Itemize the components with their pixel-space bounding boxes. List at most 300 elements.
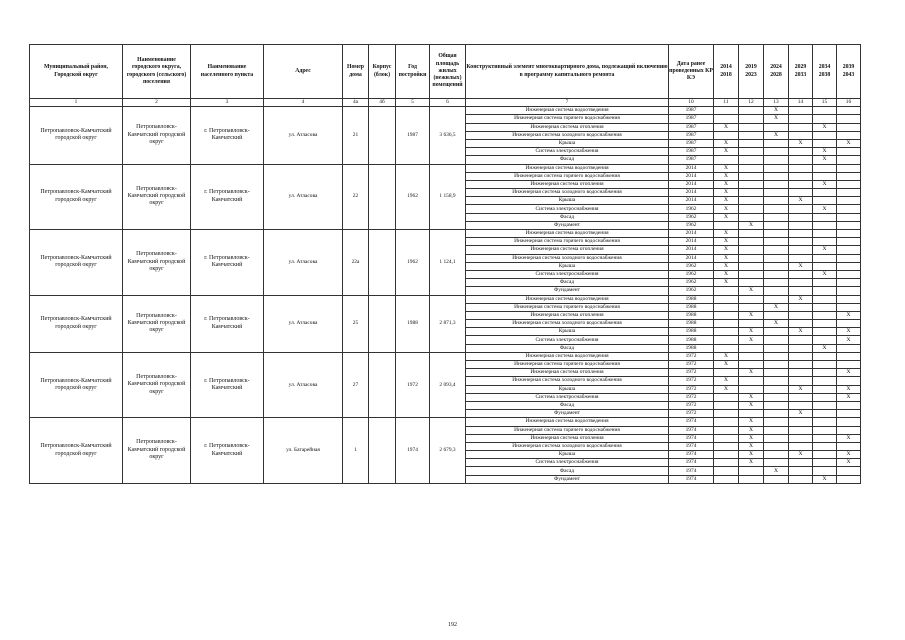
period-mark-cell xyxy=(813,172,837,180)
block-cell xyxy=(369,107,396,164)
period-mark-cell xyxy=(739,197,764,205)
period-mark-cell xyxy=(739,205,764,213)
previous-repair-date-cell: 2014 xyxy=(669,197,714,205)
period-mark-cell xyxy=(764,254,789,262)
previous-repair-date-cell: 1987 xyxy=(669,131,714,139)
previous-repair-date-cell: 1962 xyxy=(669,287,714,295)
period-mark-cell xyxy=(714,311,739,319)
period-mark-cell xyxy=(813,369,837,377)
period-mark-cell xyxy=(764,426,789,434)
element-cell: Инженерная система водоотведения xyxy=(466,230,669,238)
block-cell xyxy=(369,164,396,230)
page-number: 192 xyxy=(448,622,457,628)
previous-repair-date-cell: 1972 xyxy=(669,352,714,360)
element-cell: Фундамент xyxy=(466,287,669,295)
block-cell xyxy=(369,295,396,352)
column-number: 2 xyxy=(123,99,191,107)
period-mark-cell xyxy=(837,107,861,115)
block-cell xyxy=(369,230,396,296)
column-number: 5 xyxy=(396,99,430,107)
period-mark-cell xyxy=(739,295,764,303)
previous-repair-date-cell: 1987 xyxy=(669,139,714,147)
period-mark-cell xyxy=(764,262,789,270)
period-mark-cell: X xyxy=(739,336,764,344)
column-header: Номер дома xyxy=(343,45,369,99)
period-mark-cell xyxy=(837,172,861,180)
period-mark-cell: X xyxy=(837,336,861,344)
period-mark-cell: X xyxy=(837,139,861,147)
column-header: 2039 2043 xyxy=(837,45,861,99)
period-mark-cell xyxy=(813,279,837,287)
element-cell: Инженерная система отопления xyxy=(466,369,669,377)
table-row xyxy=(30,295,861,303)
period-mark-cell xyxy=(739,254,764,262)
period-mark-cell: X xyxy=(714,254,739,262)
period-mark-cell xyxy=(739,270,764,278)
period-mark-cell xyxy=(837,352,861,360)
period-mark-cell xyxy=(739,352,764,360)
settlement-cell: Петропавловск-Камчатский городской округ xyxy=(123,352,191,418)
previous-repair-date-cell: 1972 xyxy=(669,361,714,369)
period-mark-cell: X xyxy=(764,320,789,328)
locality-cell: г. Петропавловск-Камчатский xyxy=(191,107,264,164)
settlement-cell: Петропавловск-Камчатский городской округ xyxy=(123,230,191,296)
column-number: 1 xyxy=(30,99,123,107)
previous-repair-date-cell: 1988 xyxy=(669,344,714,352)
period-mark-cell xyxy=(764,385,789,393)
period-mark-cell xyxy=(789,172,813,180)
period-mark-cell xyxy=(739,467,764,475)
house-number-cell: 25 xyxy=(343,295,369,352)
element-cell: Система электроснабжения xyxy=(466,205,669,213)
column-header: Год постройки xyxy=(396,45,430,99)
period-mark-cell: X xyxy=(714,246,739,254)
period-mark-cell: X xyxy=(764,131,789,139)
period-mark-cell xyxy=(739,172,764,180)
column-header: 2029 2033 xyxy=(789,45,813,99)
previous-repair-date-cell: 2014 xyxy=(669,172,714,180)
previous-repair-date-cell: 2014 xyxy=(669,254,714,262)
previous-repair-date-cell: 1962 xyxy=(669,205,714,213)
previous-repair-date-cell: 1974 xyxy=(669,451,714,459)
element-cell: Инженерная система водоотведения xyxy=(466,164,669,172)
period-mark-cell xyxy=(764,369,789,377)
previous-repair-date-cell: 1988 xyxy=(669,295,714,303)
period-mark-cell xyxy=(813,385,837,393)
period-mark-cell xyxy=(813,434,837,442)
period-mark-cell xyxy=(789,115,813,123)
period-mark-cell xyxy=(813,115,837,123)
column-header: Корпус (блок) xyxy=(369,45,396,99)
element-cell: Инженерная система водоотведения xyxy=(466,107,669,115)
period-mark-cell xyxy=(789,426,813,434)
period-mark-cell xyxy=(813,230,837,238)
area-cell: 1 124,1 xyxy=(430,230,466,296)
element-cell: Крыша xyxy=(466,139,669,147)
table-row xyxy=(30,230,861,238)
period-mark-cell xyxy=(837,123,861,131)
period-mark-cell xyxy=(837,156,861,164)
period-mark-cell xyxy=(714,401,739,409)
locality-cell: г. Петропавловск-Камчатский xyxy=(191,164,264,230)
element-cell: Инженерная система водоотведения xyxy=(466,352,669,360)
locality-cell: г. Петропавловск-Камчатский xyxy=(191,295,264,352)
period-mark-cell xyxy=(764,475,789,483)
period-mark-cell xyxy=(837,401,861,409)
period-mark-cell xyxy=(714,336,739,344)
period-mark-cell xyxy=(739,131,764,139)
period-mark-cell xyxy=(764,410,789,418)
period-mark-cell xyxy=(789,131,813,139)
element-cell: Крыша xyxy=(466,262,669,270)
period-mark-cell xyxy=(714,442,739,450)
period-mark-cell xyxy=(837,246,861,254)
address-cell: ул. Атласова xyxy=(264,164,343,230)
period-mark-cell xyxy=(789,279,813,287)
period-mark-cell xyxy=(837,303,861,311)
period-mark-cell xyxy=(714,369,739,377)
period-mark-cell: X xyxy=(714,377,739,385)
period-mark-cell xyxy=(813,352,837,360)
previous-repair-date-cell: 2014 xyxy=(669,180,714,188)
period-mark-cell xyxy=(837,230,861,238)
address-cell: ул. Атласова xyxy=(264,352,343,418)
period-mark-cell xyxy=(837,115,861,123)
period-mark-cell xyxy=(789,401,813,409)
period-mark-cell xyxy=(764,279,789,287)
period-mark-cell xyxy=(739,107,764,115)
period-mark-cell xyxy=(764,156,789,164)
period-mark-cell xyxy=(739,279,764,287)
period-mark-cell xyxy=(789,475,813,483)
period-mark-cell xyxy=(764,197,789,205)
period-mark-cell xyxy=(813,107,837,115)
element-cell: Крыша xyxy=(466,385,669,393)
element-cell: Инженерная система холодного водоснабжения xyxy=(466,320,669,328)
previous-repair-date-cell: 1974 xyxy=(669,434,714,442)
period-mark-cell xyxy=(764,459,789,467)
period-mark-cell xyxy=(764,434,789,442)
repair-program-table xyxy=(29,44,861,484)
period-mark-cell xyxy=(837,344,861,352)
period-mark-cell: X xyxy=(789,328,813,336)
period-mark-cell xyxy=(813,418,837,426)
period-mark-cell: X xyxy=(739,221,764,229)
period-mark-cell xyxy=(739,475,764,483)
period-mark-cell xyxy=(714,344,739,352)
area-cell: 3 636,5 xyxy=(430,107,466,164)
period-mark-cell xyxy=(789,369,813,377)
element-cell: Система электроснабжения xyxy=(466,459,669,467)
district-cell: Петропавловск-Камчатский городской округ xyxy=(30,295,123,352)
column-header: Конструктивный элемент многоквартирного дома, подлежащий включению в программу капитального ремонта xyxy=(466,45,669,99)
address-cell: ул. Батарейная xyxy=(264,418,343,484)
period-mark-cell xyxy=(764,230,789,238)
district-cell: Петропавловск-Камчатский городской округ xyxy=(30,164,123,230)
previous-repair-date-cell: 2014 xyxy=(669,189,714,197)
element-cell: Инженерная система холодного водоснабжения xyxy=(466,377,669,385)
period-mark-cell xyxy=(813,131,837,139)
period-mark-cell xyxy=(813,410,837,418)
period-mark-cell xyxy=(789,213,813,221)
element-cell: Инженерная система горячего водоснабжения xyxy=(466,303,669,311)
header-row xyxy=(30,45,861,99)
period-mark-cell xyxy=(764,221,789,229)
period-mark-cell xyxy=(714,393,739,401)
period-mark-cell xyxy=(714,451,739,459)
element-cell: Инженерная система водоотведения xyxy=(466,418,669,426)
period-mark-cell: X xyxy=(789,451,813,459)
period-mark-cell xyxy=(739,180,764,188)
period-mark-cell: X xyxy=(739,459,764,467)
element-cell: Крыша xyxy=(466,197,669,205)
period-mark-cell: X xyxy=(813,148,837,156)
period-mark-cell xyxy=(789,238,813,246)
period-mark-cell xyxy=(739,361,764,369)
period-mark-cell xyxy=(764,352,789,360)
period-mark-cell xyxy=(739,262,764,270)
period-mark-cell xyxy=(764,213,789,221)
element-cell: Инженерная система отопления xyxy=(466,180,669,188)
period-mark-cell xyxy=(813,459,837,467)
column-number: 14 xyxy=(789,99,813,107)
period-mark-cell: X xyxy=(789,139,813,147)
period-mark-cell xyxy=(837,238,861,246)
column-number: 11 xyxy=(714,99,739,107)
period-mark-cell xyxy=(813,213,837,221)
table-header xyxy=(30,45,861,107)
period-mark-cell: X xyxy=(837,369,861,377)
period-mark-cell xyxy=(764,139,789,147)
period-mark-cell: X xyxy=(764,303,789,311)
period-mark-cell xyxy=(813,311,837,319)
address-cell: ул. Атласова xyxy=(264,107,343,164)
period-mark-cell xyxy=(789,434,813,442)
column-header: Дата ранее проведенных КР КЭ xyxy=(669,45,714,99)
period-mark-cell xyxy=(789,336,813,344)
column-header: 2014 2018 xyxy=(714,45,739,99)
period-mark-cell: X xyxy=(764,107,789,115)
period-mark-cell xyxy=(714,418,739,426)
period-mark-cell: X xyxy=(837,311,861,319)
period-mark-cell: X xyxy=(739,287,764,295)
period-mark-cell: X xyxy=(837,328,861,336)
period-mark-cell xyxy=(789,180,813,188)
period-mark-cell xyxy=(789,352,813,360)
period-mark-cell xyxy=(739,164,764,172)
period-mark-cell xyxy=(739,139,764,147)
period-mark-cell xyxy=(714,131,739,139)
previous-repair-date-cell: 1988 xyxy=(669,311,714,319)
previous-repair-date-cell: 1974 xyxy=(669,426,714,434)
previous-repair-date-cell: 2014 xyxy=(669,246,714,254)
period-mark-cell xyxy=(764,393,789,401)
element-cell: Инженерная система холодного водоснабжения xyxy=(466,131,669,139)
column-number: 4б xyxy=(369,99,396,107)
period-mark-cell xyxy=(813,361,837,369)
period-mark-cell: X xyxy=(714,262,739,270)
period-mark-cell xyxy=(837,410,861,418)
settlement-cell: Петропавловск-Камчатский городской округ xyxy=(123,418,191,484)
period-mark-cell: X xyxy=(813,344,837,352)
period-mark-cell xyxy=(837,361,861,369)
period-mark-cell xyxy=(739,189,764,197)
period-mark-cell xyxy=(714,410,739,418)
period-mark-cell xyxy=(764,287,789,295)
period-mark-cell: X xyxy=(714,205,739,213)
period-mark-cell xyxy=(789,246,813,254)
element-cell: Инженерная система горячего водоснабжения xyxy=(466,426,669,434)
element-cell: Фасад xyxy=(466,213,669,221)
column-header: Наименование городского округа, городского (сельского) поселения xyxy=(123,45,191,99)
year-built-cell: 1962 xyxy=(396,230,430,296)
period-mark-cell: X xyxy=(714,385,739,393)
settlement-cell: Петропавловск-Камчатский городской округ xyxy=(123,107,191,164)
house-number-cell: 22а xyxy=(343,230,369,296)
locality-cell: г. Петропавловск-Камчатский xyxy=(191,352,264,418)
previous-repair-date-cell: 2014 xyxy=(669,238,714,246)
element-cell: Инженерная система горячего водоснабжения xyxy=(466,238,669,246)
column-number-row xyxy=(30,99,861,107)
period-mark-cell xyxy=(714,115,739,123)
period-mark-cell xyxy=(813,295,837,303)
period-mark-cell: X xyxy=(813,180,837,188)
period-mark-cell xyxy=(764,238,789,246)
period-mark-cell xyxy=(837,279,861,287)
period-mark-cell xyxy=(714,475,739,483)
period-mark-cell xyxy=(837,295,861,303)
house-number-cell: 1 xyxy=(343,418,369,484)
period-mark-cell: X xyxy=(714,238,739,246)
period-mark-cell: X xyxy=(813,123,837,131)
period-mark-cell xyxy=(789,303,813,311)
period-mark-cell xyxy=(837,442,861,450)
period-mark-cell xyxy=(813,377,837,385)
element-cell: Фасад xyxy=(466,156,669,164)
period-mark-cell xyxy=(789,148,813,156)
period-mark-cell xyxy=(739,148,764,156)
address-cell: ул. Атласова xyxy=(264,230,343,296)
period-mark-cell: X xyxy=(714,148,739,156)
period-mark-cell xyxy=(837,467,861,475)
previous-repair-date-cell: 1987 xyxy=(669,115,714,123)
element-cell: Фасад xyxy=(466,344,669,352)
period-mark-cell xyxy=(837,418,861,426)
table-row xyxy=(30,107,861,115)
previous-repair-date-cell: 1972 xyxy=(669,377,714,385)
period-mark-cell: X xyxy=(739,393,764,401)
period-mark-cell xyxy=(789,467,813,475)
house-number-cell: 22 xyxy=(343,164,369,230)
column-number: 6 xyxy=(430,99,466,107)
previous-repair-date-cell: 2014 xyxy=(669,230,714,238)
period-mark-cell xyxy=(837,180,861,188)
period-mark-cell xyxy=(764,164,789,172)
period-mark-cell xyxy=(813,393,837,401)
period-mark-cell xyxy=(714,303,739,311)
period-mark-cell xyxy=(764,361,789,369)
period-mark-cell: X xyxy=(714,361,739,369)
period-mark-cell xyxy=(813,197,837,205)
period-mark-cell xyxy=(714,434,739,442)
column-number: 12 xyxy=(739,99,764,107)
period-mark-cell xyxy=(813,238,837,246)
period-mark-cell xyxy=(739,385,764,393)
district-cell: Петропавловск-Камчатский городской округ xyxy=(30,418,123,484)
period-mark-cell xyxy=(813,189,837,197)
period-mark-cell xyxy=(813,303,837,311)
period-mark-cell xyxy=(739,238,764,246)
period-mark-cell xyxy=(714,467,739,475)
period-mark-cell xyxy=(764,205,789,213)
period-mark-cell xyxy=(813,320,837,328)
period-mark-cell xyxy=(813,426,837,434)
period-mark-cell xyxy=(789,320,813,328)
period-mark-cell xyxy=(764,123,789,131)
element-cell: Фундамент xyxy=(466,410,669,418)
previous-repair-date-cell: 1974 xyxy=(669,467,714,475)
previous-repair-date-cell: 1988 xyxy=(669,303,714,311)
period-mark-cell: X xyxy=(739,451,764,459)
element-cell: Фасад xyxy=(466,401,669,409)
table-row xyxy=(30,164,861,172)
year-built-cell: 1988 xyxy=(396,295,430,352)
period-mark-cell xyxy=(789,287,813,295)
period-mark-cell xyxy=(837,131,861,139)
previous-repair-date-cell: 1987 xyxy=(669,123,714,131)
district-cell: Петропавловск-Камчатский городской округ xyxy=(30,107,123,164)
period-mark-cell xyxy=(739,303,764,311)
period-mark-cell: X xyxy=(739,369,764,377)
period-mark-cell: X xyxy=(714,180,739,188)
element-cell: Инженерная система отопления xyxy=(466,311,669,319)
period-mark-cell xyxy=(813,254,837,262)
element-cell: Инженерная система водоотведения xyxy=(466,295,669,303)
period-mark-cell: X xyxy=(714,279,739,287)
period-mark-cell xyxy=(837,262,861,270)
period-mark-cell xyxy=(837,213,861,221)
period-mark-cell: X xyxy=(739,442,764,450)
period-mark-cell xyxy=(813,262,837,270)
period-mark-cell: X xyxy=(837,459,861,467)
settlement-cell: Петропавловск-Камчатский городской округ xyxy=(123,164,191,230)
period-mark-cell xyxy=(837,205,861,213)
period-mark-cell: X xyxy=(714,213,739,221)
period-mark-cell: X xyxy=(739,328,764,336)
period-mark-cell xyxy=(739,123,764,131)
period-mark-cell: X xyxy=(739,401,764,409)
period-mark-cell: X xyxy=(739,434,764,442)
period-mark-cell xyxy=(789,344,813,352)
previous-repair-date-cell: 1972 xyxy=(669,369,714,377)
period-mark-cell xyxy=(764,451,789,459)
house-number-cell: 27 xyxy=(343,352,369,418)
previous-repair-date-cell: 2014 xyxy=(669,164,714,172)
period-mark-cell xyxy=(789,164,813,172)
period-mark-cell xyxy=(714,107,739,115)
period-mark-cell xyxy=(764,246,789,254)
area-cell: 2 871,3 xyxy=(430,295,466,352)
period-mark-cell xyxy=(764,311,789,319)
period-mark-cell: X xyxy=(813,205,837,213)
period-mark-cell: X xyxy=(837,434,861,442)
period-mark-cell xyxy=(714,426,739,434)
column-number: 15 xyxy=(813,99,837,107)
period-mark-cell xyxy=(764,401,789,409)
element-cell: Система электроснабжения xyxy=(466,148,669,156)
period-mark-cell xyxy=(789,123,813,131)
previous-repair-date-cell: 1972 xyxy=(669,410,714,418)
